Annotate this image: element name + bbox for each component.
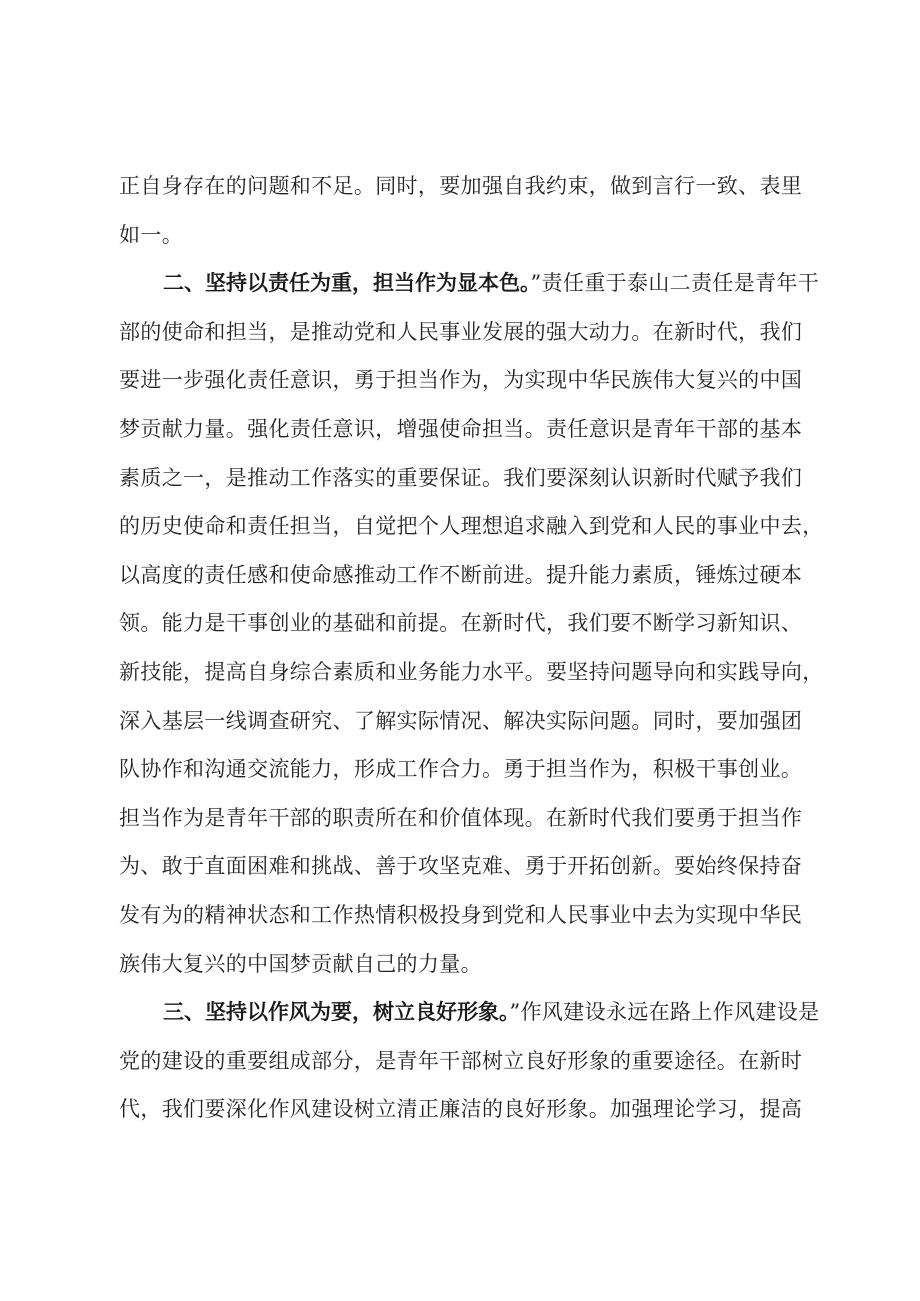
paragraph-line: 领。能力是干事创业的基础和前提。在新时代，我们要不断学习新知识、 <box>119 611 803 636</box>
paragraph-line: 新技能，提高自身综合素质和业务能力水平。要坚持问题导向和实践导向， <box>119 659 824 684</box>
paragraph-line: 深入基层一线调查研究、了解实际情况、解决实际问题。同时，要加强团 <box>119 708 803 733</box>
paragraph-line: 要进一步强化责任意识，勇于担当作为，为实现中华民族伟大复兴的中国 <box>119 368 803 393</box>
paragraph-line: 族伟大复兴的中国梦贡献自己的力量。 <box>119 951 482 976</box>
paragraph-line: 如一。 <box>119 222 184 247</box>
paragraph-line: 部的使命和担当，是推动党和人民事业发展的强大动力。在新时代，我们 <box>119 319 803 344</box>
paragraph-line: 素质之一，是推动工作落实的重要保证。我们要深刻认识新时代赋予我们 <box>119 465 803 490</box>
paragraph-line: 队协作和沟通交流能力，形成工作合力。勇于担当作为，积极干事创业。 <box>119 757 803 782</box>
heading-line-text: ”责任重于泰山二责任是青年干 <box>530 271 820 296</box>
section-heading: 三、坚持以作风为要，树立良好形象。 <box>163 1000 510 1025</box>
paragraph-line: 党的建设的重要组成部分，是青年干部树立良好形象的重要途径。在新时 <box>119 1048 803 1073</box>
heading-line-text: ”作风建设永远在路上作风建设是 <box>509 1000 820 1025</box>
paragraph-line: 的历史使命和责任担当，自觉把个人理想追求融入到党和人民的事业中去， <box>119 514 824 539</box>
section-heading: 二、坚持以责任为重，担当作为显本色。 <box>163 271 531 296</box>
document-body <box>119 162 824 1134</box>
paragraph-line: 代，我们要深化作风建设树立清正廉洁的良好形象。加强理论学习，提高 <box>119 1097 803 1122</box>
paragraph-line: 发有为的精神状态和工作热情积极投身到党和人民事业中去为实现中华民 <box>119 902 803 927</box>
paragraph-line: 以高度的责任感和使命感推动工作不断前进。提升能力素质，锤炼过硬本 <box>119 562 803 587</box>
paragraph-line: 为、敢于直面困难和挑战、善于攻坚克难、勇于开拓创新。要始终保持奋 <box>119 854 803 879</box>
section-heading-line <box>119 988 819 1037</box>
paragraph-line: 担当作为是青年干部的职责所在和价值体现。在新时代我们要勇于担当作 <box>119 805 803 830</box>
paragraph-line: 梦贡献力量。强化责任意识，增强使命担当。责任意识是青年干部的基本 <box>119 416 803 441</box>
paragraph-line: 正自身存在的问题和不足。同时，要加强自我约束，做到言行一致、表里 <box>119 174 803 198</box>
section-heading-line <box>119 259 819 308</box>
